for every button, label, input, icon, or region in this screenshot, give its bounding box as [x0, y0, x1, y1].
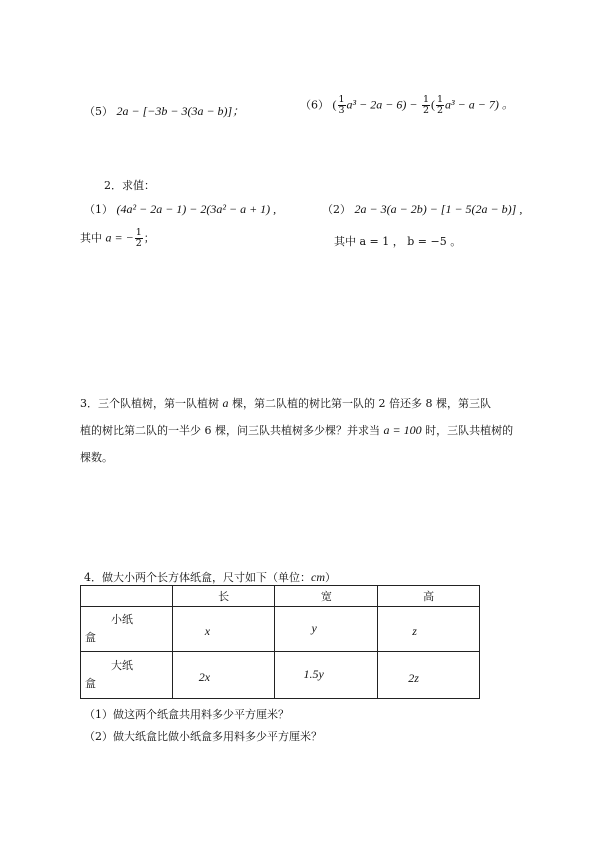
section-2-heading: 2．求值： — [104, 179, 155, 192]
fraction-one-half-b: $\frac{1}{2}$ — [436, 94, 444, 116]
eval-problem-2 — [322, 201, 522, 217]
problem-5 — [84, 102, 244, 119]
table-row — [81, 607, 480, 652]
table-row — [81, 652, 480, 699]
fraction-one-third: $\frac{1}{3}$ — [338, 94, 345, 116]
section-3-word-problem: 3．三个队植树，第一队植树 a 棵，第二队植的树比第一队的 2 倍还多 8 棵，第三队 植的树比第二队的一半少 6 棵，问三队共植树多少棵？并求当 a = 100 时，三队共植树的 棵数。 — [80, 396, 514, 464]
fraction-one-half-a: $\frac{1}{2}$ — [422, 94, 429, 116]
table-cell: 2z — [408, 670, 419, 685]
fraction-one-half-condition: $\frac{1}{2}$ — [135, 227, 142, 249]
row-label-small-box: 小纸 盒 — [81, 607, 173, 652]
header-cell-width: 宽 — [275, 586, 378, 607]
eval-problem-1-expression: (4a² − 2a − 1) − 2(3a² − a + 1) , — [116, 202, 277, 216]
eval-problem-1-condition: 其中 a = − $\frac{1}{2}$ ； — [80, 227, 155, 249]
question-2: （2）做大纸盒比做小纸盒多用料多少平方厘米？ — [84, 730, 322, 743]
table-cell: 1.5y — [303, 666, 324, 681]
unit-cm: cm — [311, 570, 325, 584]
dimensions-table — [80, 585, 480, 699]
table-cell: y — [311, 620, 317, 635]
eval-problem-2-expression: 2a − 3(a − 2b) − [1 − 5(2a − b)] , — [354, 202, 523, 216]
problem-6: （6） ( $\frac{1}{3}$ a³ − 2a − 6) − $\frac{1}{2}$ ( $\frac{1}{2}$ a³ − a − 7) 。 — [300, 94, 514, 116]
problem-6-label: （6） — [300, 98, 329, 112]
table-cell: 2x — [198, 669, 211, 684]
table-cell: x — [204, 623, 211, 638]
header-cell-empty — [81, 586, 173, 607]
eval-problem-2-label: （2） — [322, 203, 351, 216]
section-4-heading: 4．做大小两个长方体纸盒，尺寸如下（单位：cm） — [84, 570, 336, 584]
problem-5-label: （5） — [84, 105, 113, 118]
eval-problem-1-label: （1） — [84, 203, 113, 216]
header-cell-height: 高 — [378, 586, 480, 607]
header-cell-length: 长 — [172, 586, 275, 607]
row-label-big-box: 大纸 盒 — [81, 652, 173, 699]
table-header-row — [81, 586, 480, 607]
eval-problem-2-condition: 其中 a = 1 ， b = −5 。 — [334, 235, 462, 248]
problem-5-expression: 2a − [−3b − 3(3a − b)]； — [116, 104, 245, 118]
question-1: （1）做这两个纸盒共用料多少平方厘米？ — [84, 708, 289, 721]
table-cell: z — [412, 623, 417, 638]
problem-6-part2: a³ − a − 7) 。 — [445, 97, 514, 112]
eval-problem-1 — [84, 201, 276, 217]
problem-6-part1: a³ − 2a − 6) − — [346, 97, 418, 112]
